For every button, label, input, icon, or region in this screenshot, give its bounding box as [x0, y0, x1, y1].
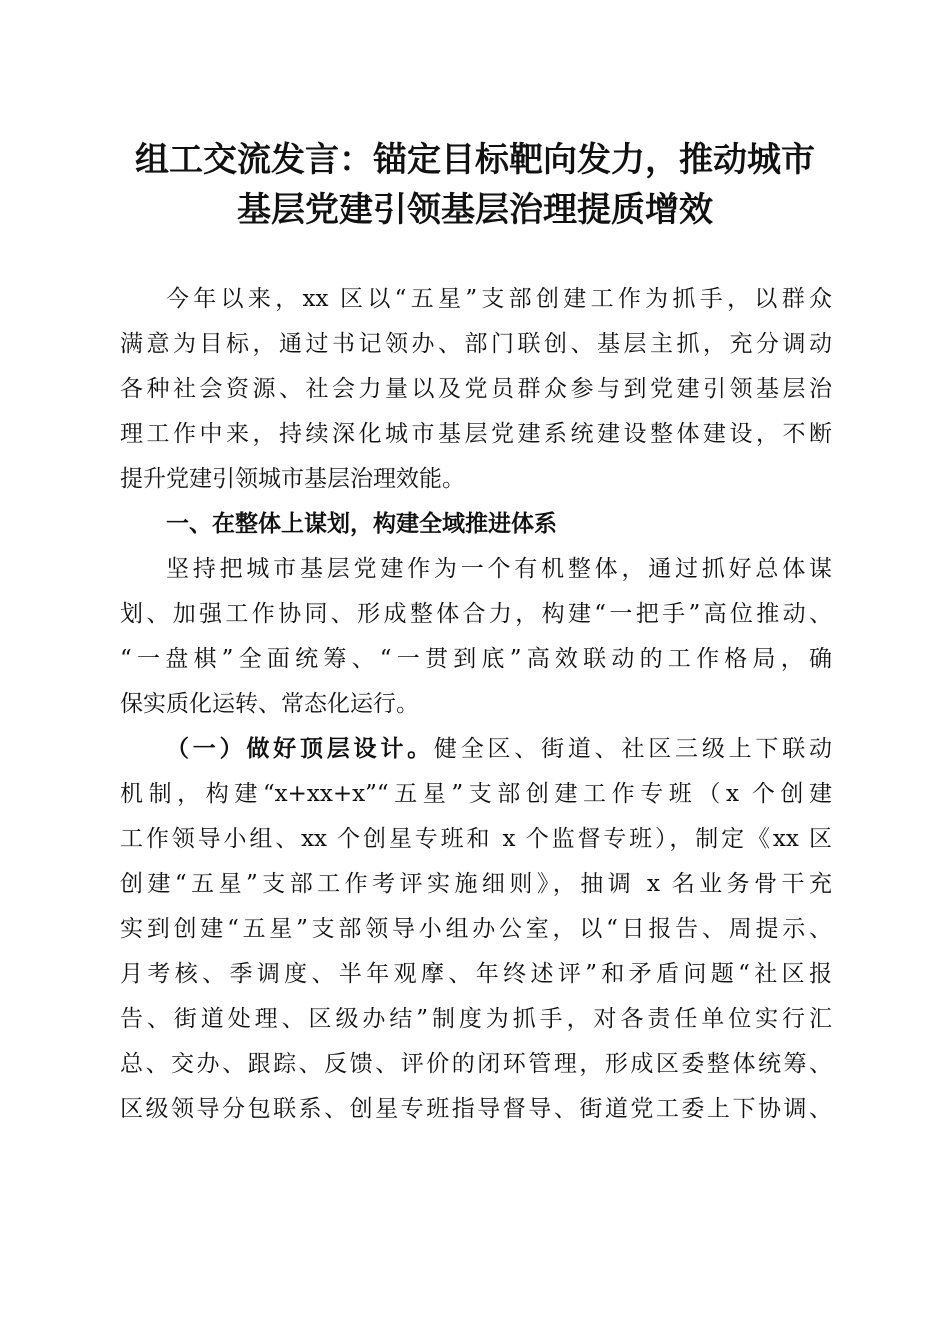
- sub1-line: 机制，构建“x+xx+x”“五星”支部创建工作专班（x 个创建: [120, 781, 832, 807]
- title-line-2: 基层党建引领基层治理提质增效: [237, 190, 713, 230]
- section1-line: “一盘棋”全面统筹、“一贯到底”高效联动的工作格局，确: [120, 646, 832, 672]
- section1-line: 坚持把城市基层党建作为一个有机整体，通过抓好总体谋: [166, 556, 832, 582]
- section-heading: 一、在整体上谋划，构建全域推进体系: [166, 511, 557, 537]
- intro-line: 今年以来，xx 区以“五星”支部创建工作为抓手，以群众: [166, 286, 832, 312]
- intro-line: 各种社会资源、社会力量以及党员群众参与到党建引领基层治: [120, 376, 832, 402]
- sub1-line: 月考核、季调度、半年观摩、年终述评”和矛盾问题“社区报: [120, 961, 832, 987]
- section1-line: 保实质化运转、常态化运行。: [120, 691, 419, 717]
- sub1-label: （一）做好顶层设计。: [166, 736, 434, 762]
- sub1-line: 创建“五星”支部工作考评实施细则》，抽调 x 名业务骨干充: [120, 871, 832, 897]
- intro-line: 满意为目标，通过书记领办、部门联创、基层主抓，充分调动: [120, 331, 832, 357]
- sub1-line: 实到创建“五星”支部领导小组办公室，以“日报告、周提示、: [120, 916, 832, 942]
- sub1-first-line: [120, 727, 832, 772]
- sub1-line: 区级领导分包联系、创星专班指导督导、街道党工委上下协调、: [120, 1096, 832, 1122]
- intro-line: 理工作中来，持续深化城市基层党建系统建设整体建设，不断: [120, 421, 832, 447]
- sub1-line: 总、交办、跟踪、反馈、评价的闭环管理，形成区委整体统筹、: [120, 1051, 832, 1077]
- sub1-line: 告、街道处理、区级办结”制度为抓手，对各责任单位实行汇: [120, 1006, 832, 1032]
- sub1-first-rest: 健全区、街道、社区三级上下联动: [433, 736, 833, 762]
- section1-line: 划、加强工作协同、形成整体合力，构建“一把手”高位推动、: [120, 601, 832, 627]
- intro-line: 提升党建引领城市基层治理效能。: [120, 466, 465, 492]
- document-title: [100, 135, 850, 235]
- title-line-1: 组工交流发言：锚定目标靶向发力，推动城市: [135, 140, 815, 180]
- document-body: [120, 277, 832, 1132]
- sub1-line: 工作领导小组、xx 个创星专班和 x 个监督专班），制定《xx 区: [120, 826, 832, 852]
